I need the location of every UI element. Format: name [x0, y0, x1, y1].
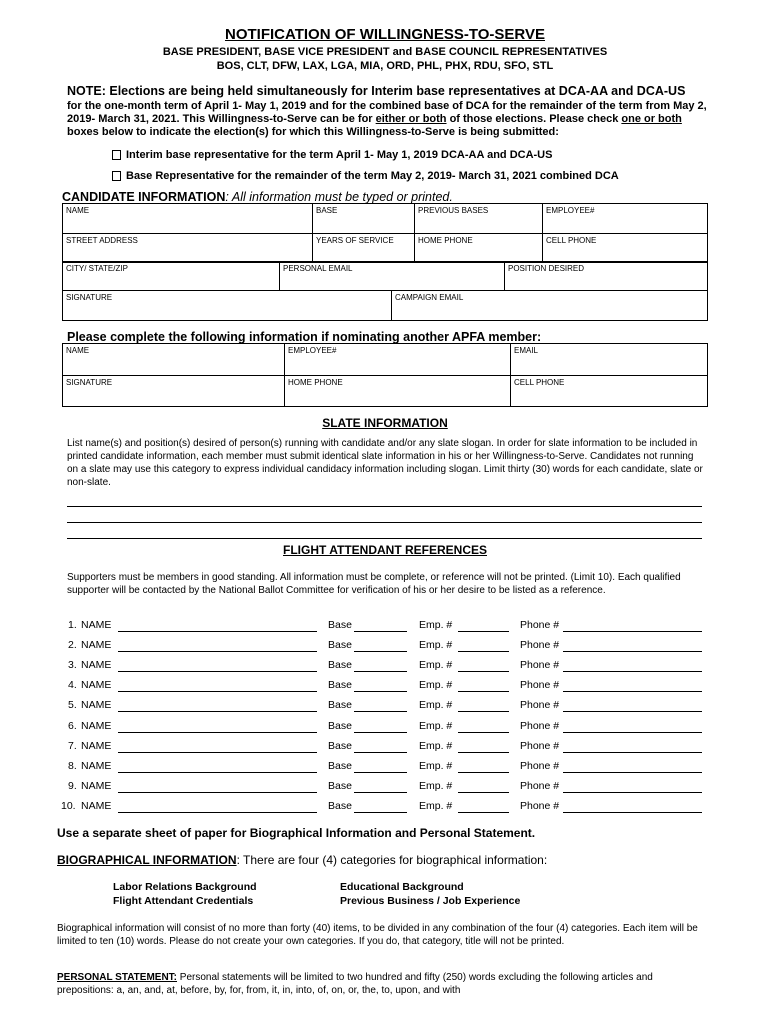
reference-row	[0, 760, 770, 776]
reference-number: 2.	[68, 639, 77, 652]
reference-number: 7.	[68, 739, 77, 752]
reference-phone-label: Phone #	[520, 659, 560, 672]
field-city-state-zip[interactable]: CITY/ STATE/ZIP	[63, 262, 280, 291]
reference-phone-field[interactable]	[563, 711, 702, 712]
reference-emp-label: Emp. #	[419, 659, 453, 672]
nominator-heading: Please complete the following information if nominating another APFA member:	[67, 330, 542, 344]
reference-phone-label: Phone #	[520, 739, 560, 752]
bio-body: Biographical information will consist of no more than forty (40) items, to be divided in any combination of the four (4) categories. Each item will be limited to ten (10) words. Please do not create your own categories. If you do, that category, title will not be printed.	[57, 923, 698, 947]
checkbox-interim[interactable]	[112, 150, 121, 160]
reference-name-label: NAME	[81, 719, 112, 732]
references-heading: FLIGHT ATTENDANT REFERENCES	[283, 543, 487, 557]
reference-name-label: NAME	[81, 679, 112, 692]
field-base[interactable]: BASE	[313, 204, 415, 234]
reference-base-field[interactable]	[354, 732, 407, 733]
personal-statement: PERSONAL STATEMENT: Personal statements will be limited to two hundred and fifty (250) words excluding the following articles and prepositions: a, an, and, at, before, by, for, from, it, in, into, of, on, or, the, to, upon, and with	[57, 972, 653, 996]
field-personal-email[interactable]: PERSONAL EMAIL	[280, 262, 505, 291]
reference-phone-field[interactable]	[563, 631, 702, 632]
reference-base-field[interactable]	[354, 651, 407, 652]
reference-number: 9.	[68, 779, 77, 792]
reference-base-field[interactable]	[354, 812, 407, 813]
reference-name-field[interactable]	[118, 792, 317, 793]
reference-base-label: Base	[328, 619, 352, 631]
field-campaign-email[interactable]: CAMPAIGN EMAIL	[392, 291, 708, 321]
field-employee-number[interactable]: EMPLOYEE#	[543, 204, 708, 234]
reference-phone-field[interactable]	[563, 812, 702, 813]
nominator-email[interactable]: EMAIL	[511, 344, 708, 376]
slate-line-2[interactable]	[67, 522, 702, 523]
reference-emp-field[interactable]	[458, 691, 509, 692]
field-signature[interactable]: SIGNATURE	[63, 291, 392, 321]
reference-emp-field[interactable]	[458, 792, 509, 793]
reference-emp-label: Emp. #	[419, 779, 453, 792]
reference-base-field[interactable]	[354, 772, 407, 773]
reference-phone-field[interactable]	[563, 792, 702, 793]
candidate-table-row4	[62, 290, 708, 321]
reference-number: 10.	[61, 799, 76, 812]
reference-base-field[interactable]	[354, 792, 407, 793]
reference-number: 6.	[68, 719, 77, 732]
reference-base-field[interactable]	[354, 631, 407, 632]
reference-name-label: NAME	[81, 759, 112, 772]
reference-base-label: Base	[328, 779, 352, 792]
reference-emp-field[interactable]	[458, 732, 509, 733]
reference-row	[0, 659, 770, 675]
reference-emp-field[interactable]	[458, 651, 509, 652]
reference-number: 1.	[68, 619, 77, 631]
reference-name-label: NAME	[81, 799, 112, 812]
option-combined	[112, 170, 619, 182]
reference-base-field[interactable]	[354, 752, 407, 753]
reference-emp-label: Emp. #	[419, 619, 453, 631]
reference-name-label: NAME	[81, 639, 112, 652]
reference-emp-label: Emp. #	[419, 739, 453, 752]
reference-emp-field[interactable]	[458, 812, 509, 813]
reference-number: 8.	[68, 759, 77, 772]
reference-emp-label: Emp. #	[419, 699, 453, 712]
reference-name-field[interactable]	[118, 631, 317, 632]
reference-row	[0, 619, 770, 635]
reference-emp-label: Emp. #	[419, 639, 453, 652]
slate-heading: SLATE INFORMATION	[322, 416, 448, 430]
reference-name-label: NAME	[81, 699, 112, 712]
reference-phone-field[interactable]	[563, 732, 702, 733]
reference-name-label: NAME	[81, 779, 112, 792]
option-interim-label: Interim base representative for the term April 1- May 1, 2019 DCA-AA and DCA-US	[126, 149, 553, 161]
reference-name-field[interactable]	[118, 651, 317, 652]
reference-name-field[interactable]	[118, 732, 317, 733]
reference-emp-field[interactable]	[458, 772, 509, 773]
nominator-employee-number[interactable]: EMPLOYEE#	[285, 344, 511, 376]
reference-phone-field[interactable]	[563, 752, 702, 753]
reference-emp-label: Emp. #	[419, 759, 453, 772]
reference-base-label: Base	[328, 739, 352, 752]
reference-row	[0, 699, 770, 715]
reference-name-field[interactable]	[118, 812, 317, 813]
bio-category-education: Educational Background	[340, 881, 464, 893]
reference-emp-field[interactable]	[458, 631, 509, 632]
checkbox-combined[interactable]	[112, 171, 121, 181]
field-street-address[interactable]: STREET ADDRESS	[63, 234, 313, 263]
nominator-signature[interactable]: SIGNATURE	[63, 376, 285, 407]
form-subtitle-positions: BASE PRESIDENT, BASE VICE PRESIDENT and BASE COUNCIL REPRESENTATIVES	[162, 46, 608, 58]
field-cell-phone[interactable]: CELL PHONE	[543, 234, 708, 263]
reference-name-field[interactable]	[118, 772, 317, 773]
reference-phone-label: Phone #	[520, 759, 560, 772]
reference-base-field[interactable]	[354, 691, 407, 692]
slate-line-3[interactable]	[67, 538, 702, 539]
reference-base-label: Base	[328, 759, 352, 772]
form-subtitle-bases: BOS, CLT, DFW, LAX, LGA, MIA, ORD, PHL, PHX, RDU, SFO, STL	[216, 60, 554, 72]
reference-row	[0, 780, 770, 796]
reference-phone-label: Phone #	[520, 679, 560, 692]
candidate-table-row3	[62, 261, 708, 291]
reference-emp-label: Emp. #	[419, 679, 453, 692]
reference-number: 4.	[68, 679, 77, 692]
field-name[interactable]: NAME	[63, 204, 313, 234]
reference-row	[0, 639, 770, 655]
reference-row	[0, 800, 770, 816]
reference-base-label: Base	[328, 699, 352, 712]
reference-name-label: NAME	[81, 619, 112, 631]
reference-phone-label: Phone #	[520, 779, 560, 792]
reference-row	[0, 720, 770, 736]
reference-phone-label: Phone #	[520, 619, 560, 631]
slate-body: List name(s) and position(s) desired of person(s) running with candidate and/or any slate slogan. In order for slate information to be included in printed candidate information, each member must submit identical slate information in his or her Willingness-to-Serve. Candidates not running on a slate may use this category to express individual candidacy information including slogan. Limit thirty (30) words for each candidate, slate or non-slate.	[67, 438, 703, 488]
bio-category-labor: Labor Relations Background	[113, 881, 257, 893]
reference-name-field[interactable]	[118, 691, 317, 692]
reference-base-label: Base	[328, 639, 352, 652]
nominator-home-phone[interactable]: HOME PHONE	[285, 376, 511, 407]
reference-base-field[interactable]	[354, 671, 407, 672]
note-body: for the one-month term of April 1- May 1, 2019 and for the combined base of DCA for the remainder of the term from May 2, 2019- March 31, 2021. This Willingness-to-Serve can be for either or both of those elections. Please check one or both boxes below to indicate the election(s) for which this Willingness-to-Serve is being submitted:	[67, 100, 707, 138]
nominator-name[interactable]: NAME	[63, 344, 285, 376]
bio-heading: BIOGRAPHICAL INFORMATION: There are four (4) categories for biographical information:	[57, 853, 548, 867]
form-title: NOTIFICATION OF WILLINGNESS-TO-SERVE	[224, 26, 545, 43]
reference-emp-field[interactable]	[458, 711, 509, 712]
reference-phone-field[interactable]	[563, 691, 702, 692]
note-heading: NOTE: Elections are being held simultaneously for Interim base representatives at DCA-AA and DCA-US	[67, 84, 686, 98]
reference-base-label: Base	[328, 659, 352, 672]
reference-base-label: Base	[328, 799, 352, 812]
nominator-cell-phone[interactable]: CELL PHONE	[511, 376, 708, 407]
reference-phone-label: Phone #	[520, 799, 560, 812]
reference-number: 5.	[68, 699, 77, 712]
field-position-desired[interactable]: POSITION DESIRED	[505, 262, 708, 291]
reference-emp-label: Emp. #	[419, 719, 453, 732]
nominator-table	[62, 343, 708, 407]
reference-base-label: Base	[328, 679, 352, 692]
reference-base-field[interactable]	[354, 711, 407, 712]
reference-emp-label: Emp. #	[419, 799, 453, 812]
reference-emp-field[interactable]	[458, 752, 509, 753]
field-previous-bases[interactable]: PREVIOUS BASES	[415, 204, 543, 234]
option-interim	[112, 149, 552, 161]
bio-category-credentials: Flight Attendant Credentials	[113, 895, 254, 907]
slate-line-1[interactable]	[67, 506, 702, 507]
reference-name-field[interactable]	[118, 752, 317, 753]
reference-phone-label: Phone #	[520, 699, 560, 712]
reference-name-field[interactable]	[118, 711, 317, 712]
reference-name-label: NAME	[81, 659, 112, 672]
option-combined-label: Base Representative for the remainder of the term May 2, 2019- March 31, 2021 combined DCA	[126, 170, 619, 182]
reference-name-label: NAME	[81, 739, 112, 752]
reference-row	[0, 740, 770, 756]
reference-phone-label: Phone #	[520, 719, 560, 732]
reference-phone-label: Phone #	[520, 639, 560, 652]
reference-number: 3.	[68, 659, 77, 672]
reference-base-label: Base	[328, 719, 352, 732]
field-years-of-service[interactable]: YEARS OF SERVICE	[313, 234, 415, 263]
reference-row	[0, 679, 770, 695]
separate-sheet-note: Use a separate sheet of paper for Biographical Information and Personal Statement.	[57, 826, 536, 840]
reference-phone-field[interactable]	[563, 671, 702, 672]
reference-emp-field[interactable]	[458, 671, 509, 672]
reference-phone-field[interactable]	[563, 772, 702, 773]
reference-phone-field[interactable]	[563, 651, 702, 652]
references-body: Supporters must be members in good standing. All information must be complete, or reference will not be printed. (Limit 10). Each qualified supporter will be contacted by the National Ballot Committee for verification of his or her desire to be listed as a reference.	[67, 572, 681, 596]
candidate-table	[62, 203, 708, 263]
candidate-heading: CANDIDATE INFORMATION: All information must be typed or printed.	[62, 190, 453, 204]
bio-category-business: Previous Business / Job Experience	[340, 895, 521, 907]
field-home-phone[interactable]: HOME PHONE	[415, 234, 543, 263]
reference-name-field[interactable]	[118, 671, 317, 672]
